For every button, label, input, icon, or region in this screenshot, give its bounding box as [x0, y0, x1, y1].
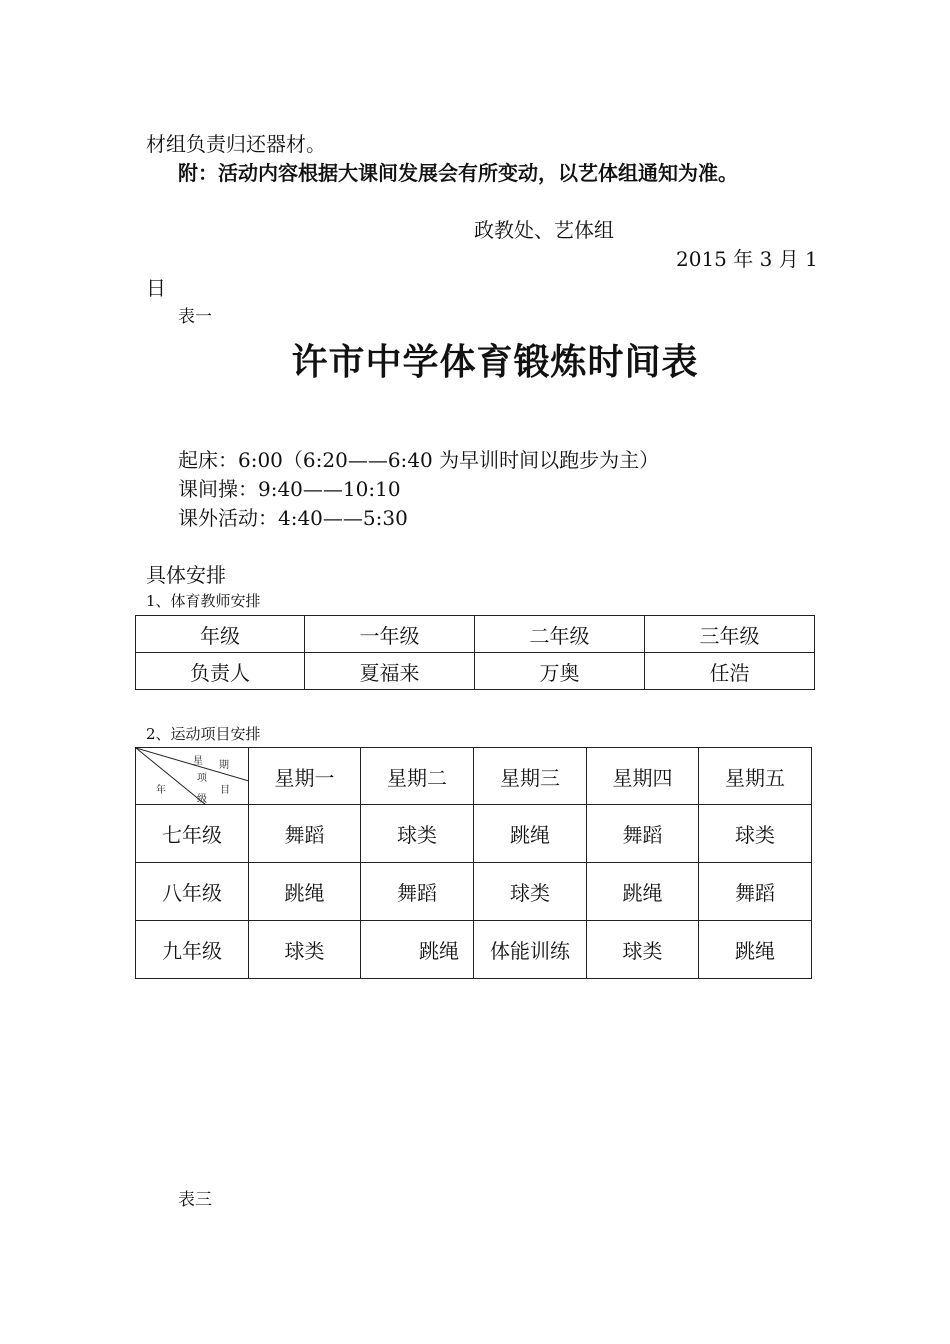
corner-label: 星: [193, 756, 203, 767]
activity-cell: 舞蹈: [361, 863, 474, 921]
sports-table-row: [136, 921, 812, 979]
activity-cell: 体能训练: [474, 921, 587, 979]
intro-line: 材组负责归还器材。: [146, 132, 326, 156]
page-title: 许市中学体育锻炼时间表: [291, 341, 699, 383]
corner-label: 目: [220, 785, 230, 796]
corner-label: 项: [197, 773, 207, 784]
activity-cell: 跳绳: [699, 921, 812, 979]
activity-cell: 跳绳: [361, 921, 474, 979]
day-header: 星期三: [474, 748, 587, 805]
schedule-break: 课间操：9:40——10:10: [178, 477, 401, 501]
corner-label: 级: [197, 794, 207, 805]
activity-cell: 球类: [699, 805, 812, 863]
specific-heading: 具体安排: [146, 563, 226, 587]
header-cell: 三年级: [645, 616, 815, 653]
diagonal-header-cell: [136, 748, 249, 805]
corner-label: 期: [219, 760, 229, 771]
schedule-after: 课外活动：4:40——5:30: [178, 506, 408, 530]
activity-cell: 舞蹈: [699, 863, 812, 921]
day-header: 星期一: [249, 748, 361, 805]
header-cell: 二年级: [475, 616, 645, 653]
corner-label: 年: [156, 785, 166, 796]
activity-cell: 舞蹈: [587, 805, 699, 863]
table-one-label: 表一: [178, 307, 212, 327]
section1-heading: 1、体育教师安排: [146, 592, 261, 610]
activity-cell: 球类: [361, 805, 474, 863]
date-line: 2015 年 3 月 1: [676, 247, 818, 271]
activity-cell: 球类: [587, 921, 699, 979]
signature: 政教处、艺体组: [474, 218, 614, 242]
grade-cell: 七年级: [136, 805, 249, 863]
activity-cell: 球类: [474, 863, 587, 921]
activity-cell: 舞蹈: [249, 805, 361, 863]
note-text: 附：活动内容根据大课间发展会有所变动，以艺体组通知为准。: [178, 161, 738, 185]
sports-table-row: [136, 805, 812, 863]
day-header: 星期二: [361, 748, 474, 805]
activity-cell: 球类: [249, 921, 361, 979]
grade-cell: 九年级: [136, 921, 249, 979]
sports-table: [135, 747, 812, 979]
teacher-table-row: [136, 653, 815, 690]
day-header: 星期五: [699, 748, 812, 805]
activity-cell: 跳绳: [249, 863, 361, 921]
activity-cell: 跳绳: [587, 863, 699, 921]
table-cell: 任浩: [645, 653, 815, 690]
section2-heading: 2、运动项目安排: [146, 725, 261, 743]
table-cell: 万奥: [475, 653, 645, 690]
date-line-continued: 日: [146, 276, 166, 300]
day-header: 星期四: [587, 748, 699, 805]
activity-cell: 跳绳: [474, 805, 587, 863]
schedule-wake: 起床：6:00（6:20——6:40 为早训时间以跑步为主）: [178, 448, 660, 472]
sports-table-row: [136, 863, 812, 921]
table-three-label: 表三: [178, 1190, 212, 1210]
teacher-table: [135, 615, 815, 690]
grade-cell: 八年级: [136, 863, 249, 921]
sports-table-header: [136, 748, 812, 805]
header-cell: 年级: [136, 616, 305, 653]
header-cell: 一年级: [305, 616, 475, 653]
teacher-table-header: [136, 616, 815, 653]
table-cell: 夏福来: [305, 653, 475, 690]
table-cell: 负责人: [136, 653, 305, 690]
